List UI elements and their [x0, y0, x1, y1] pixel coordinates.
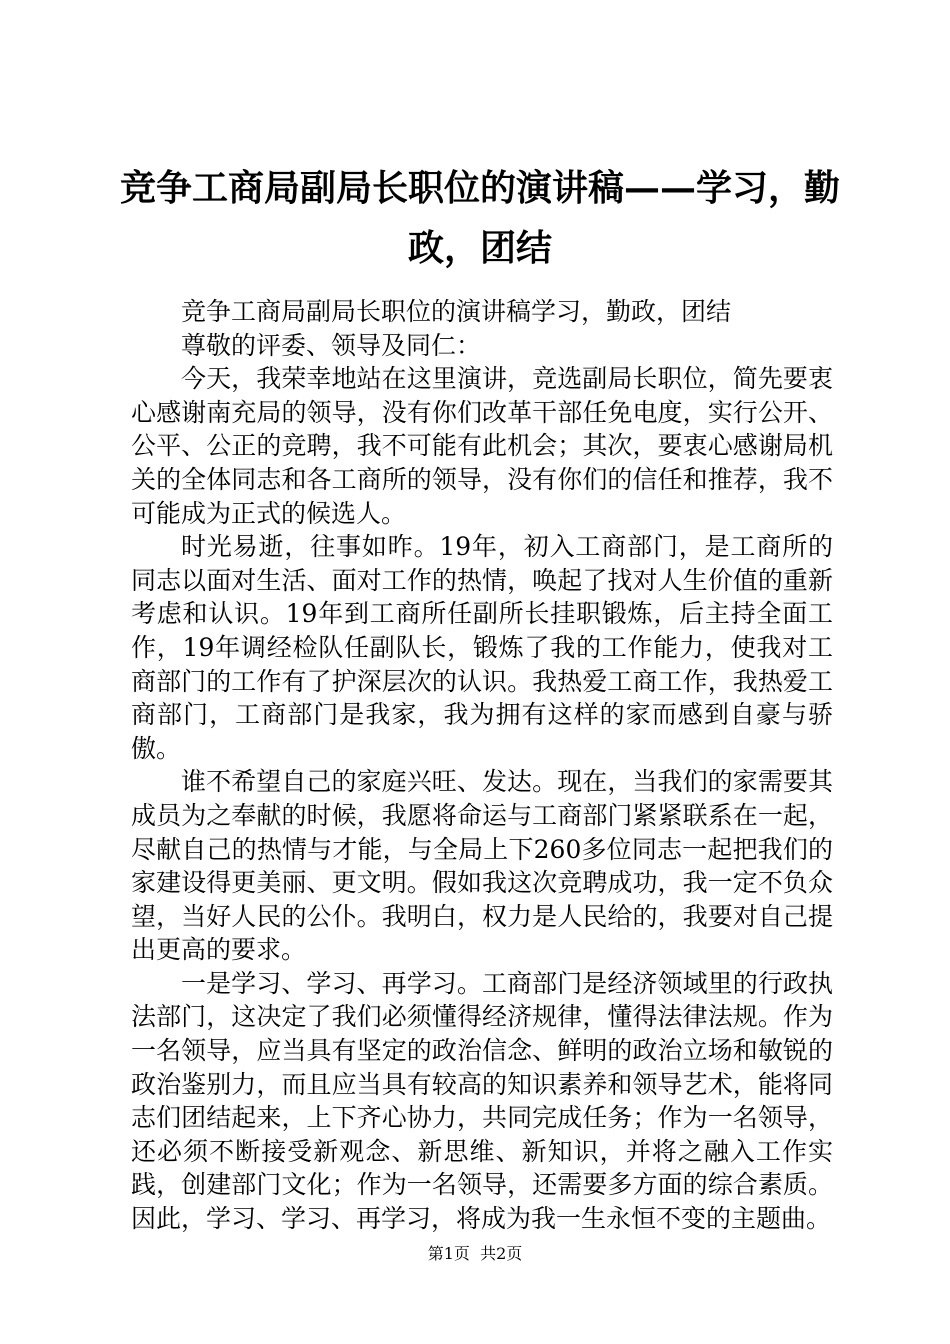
paragraph: 谁不希望自己的家庭兴旺、发达。现在，当我们的家需要其成员为之奉献的时候，我愿将命运与工商部门紧紧联系在一起，尽献自己的热情与才能，与全局上下260多位同志一起把我们的家建设得更美丽、更文明。假如我这次竞聘成功，我一定不负众望，当好人民的公仆。我明白，权力是人民给的，我要对自己提出更高的要求。	[131, 767, 833, 965]
paragraph: 今天，我荣幸地站在这里演讲，竞选副局长职位，简先要衷心感谢南充局的领导，没有你们改革干部任免电度，实行公开、公平、公正的竞聘，我不可能有此机会；其次，要衷心感谢局机关的全体同志和各工商所的领导，没有你们的信任和推荐，我不可能成为正式的候选人。	[131, 364, 833, 528]
paragraph-salutation: 尊敬的评委、领导及同仁：	[181, 330, 482, 360]
page-number: 第1页 共2页	[427, 1244, 523, 1263]
document-title: 竞争工商局副局长职位的演讲稿——学习，勤政，团结	[120, 167, 841, 269]
paragraph: 时光易逝，往事如昨。19年，初入工商部门，是工商所的同志以面对生活、面对工作的热情，唤起了找对人生价值的重新考虑和认识。19年到工商所任副所长挂职锻炼，后主持全面工作，19年调经检队任副队长，锻炼了我的工作能力，使我对工商部门的工作有了护深层次的认识。我热爱工商工作，我热爱工商部门，工商部门是我家，我为拥有这样的家而感到自豪与骄傲。	[131, 532, 833, 763]
paragraph-subtitle: 竞争工商局副局长职位的演讲稿学习，勤政，团结	[181, 297, 732, 326]
document-body	[131, 295, 833, 1236]
page-footer	[0, 1244, 950, 1264]
paragraph: 一是学习、学习、再学习。工商部门是经济领域里的行政执法部门，这决定了我们必须懂得经济规律，懂得法律法规。作为一名领导，应当具有坚定的政治信念、鲜明的政治立场和敏锐的政治鉴别力，而且应当具有较高的知识素养和领导艺术，能将同志们团结起来，上下齐心协力，共同完成任务；作为一名领导，还必须不断接受新观念、新思维、新知识，并将之融入工作实践，创建部门文化；作为一名领导，还需要多方面的综合素质。因此，学习、学习、再学习，将成为我一生永恒不变的主题曲。	[131, 968, 833, 1234]
